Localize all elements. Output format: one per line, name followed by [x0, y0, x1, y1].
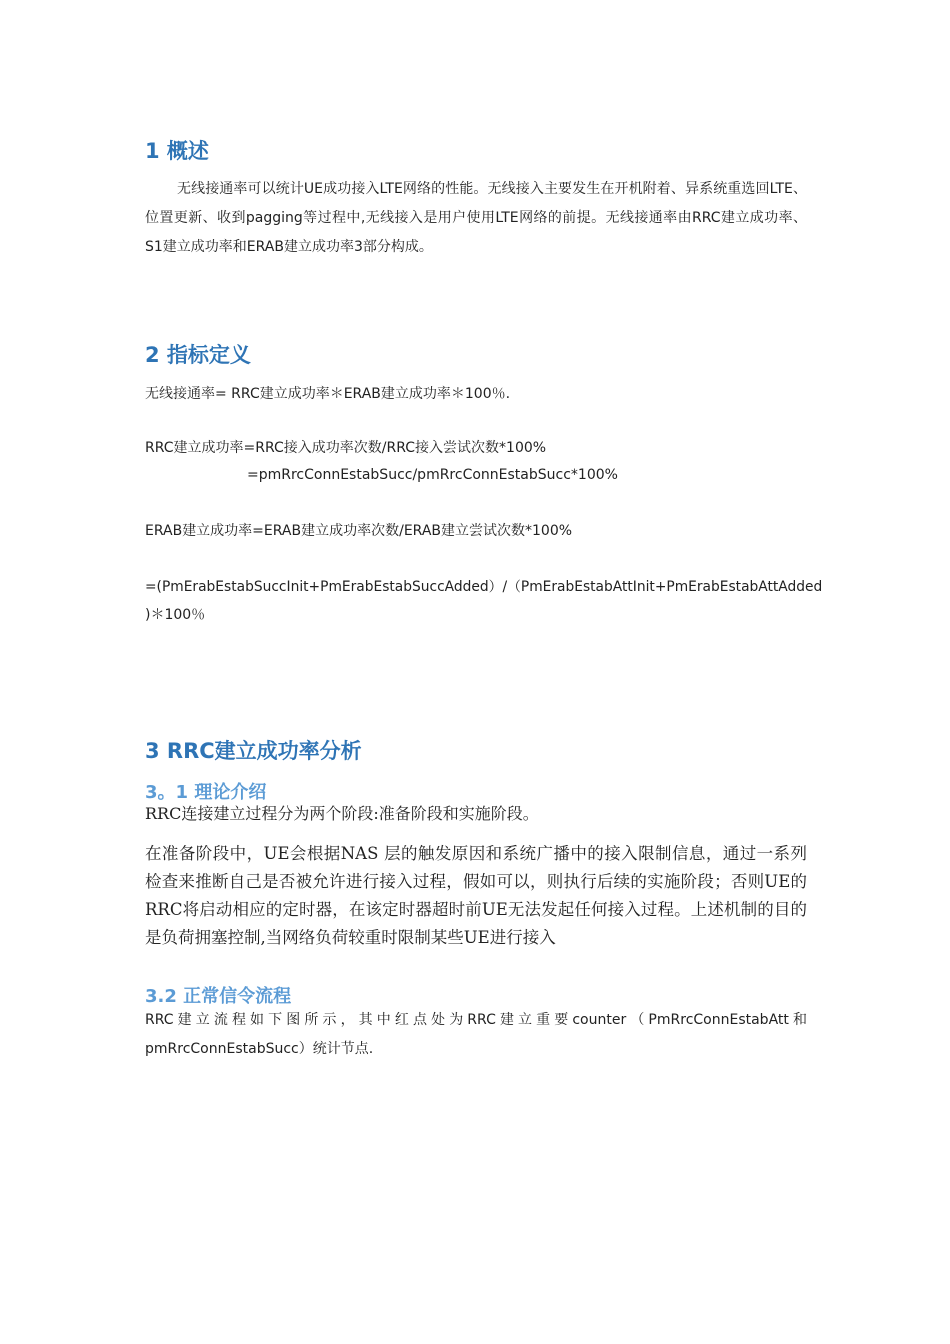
section-3-1-heading: 3。1 理论介绍 [145, 782, 267, 803]
section-3-1-intro: RRC连接建立过程分为两个阶段:准备阶段和实施阶段。 [145, 804, 539, 823]
erab-formula-line-1: ERAB建立成功率=ERAB建立成功率次数/ERAB建立尝试次数*100% [145, 523, 573, 539]
section-2-heading: 2 指标定义 [145, 343, 251, 367]
formula-main: 无线接通率= RRC建立成功率＊ERAB建立成功率＊100％. [145, 386, 511, 402]
section-1-body: 无线接通率可以统计UE成功接入LTE网络的性能。无线接入主要发生在开机附着、异系统重选回LTE、位置更新、收到pagging等过程中,无线接入是用户使用LTE网络的前提。无线接通率由RRC建立成功率、S1建立成功率和ERAB建立成功率3部分构成。 [145, 181, 807, 255]
rrc-formula-line-2: =pmRrcConnEstabSucc/pmRrcConnEstabSucc*100% [247, 467, 618, 483]
section-3-1-body: 在准备阶段中，UE会根据NAS 层的触发原因和系统广播中的接入限制信息，通过一系列检查来推断自己是否被允许进行接入过程，假如可以，则执行后续的实施阶段；否则UE的RRC将启动相应的定时器，在该定时器超时前UE无法发起任何接入过程。上述机制的目的是负荷拥塞控制,当网络负荷较重时限制某些UE进行接入 [145, 844, 807, 947]
section-3-2-body: RRC建立流程如下图所示，其中红点处为RRC建立重要counter（PmRrcConnEstabAtt和pmRrcConnEstabSucc）统计节点. [145, 1012, 807, 1057]
section-3-heading: 3 RRC建立成功率分析 [145, 739, 362, 763]
section-3-2-heading: 3.2 正常信令流程 [145, 986, 292, 1007]
erab-formula-line-2: =(PmErabEstabSuccInit+PmErabEstabSuccAdded）/（PmErabEstabAttInit+PmErabEstabAttAdded [145, 579, 823, 595]
erab-formula-line-3: )＊100％ [145, 607, 206, 623]
section-1-heading: 1 概述 [145, 139, 209, 163]
rrc-formula-line-1: RRC建立成功率=RRC接入成功率次数/RRC接入尝试次数*100% [145, 440, 547, 456]
